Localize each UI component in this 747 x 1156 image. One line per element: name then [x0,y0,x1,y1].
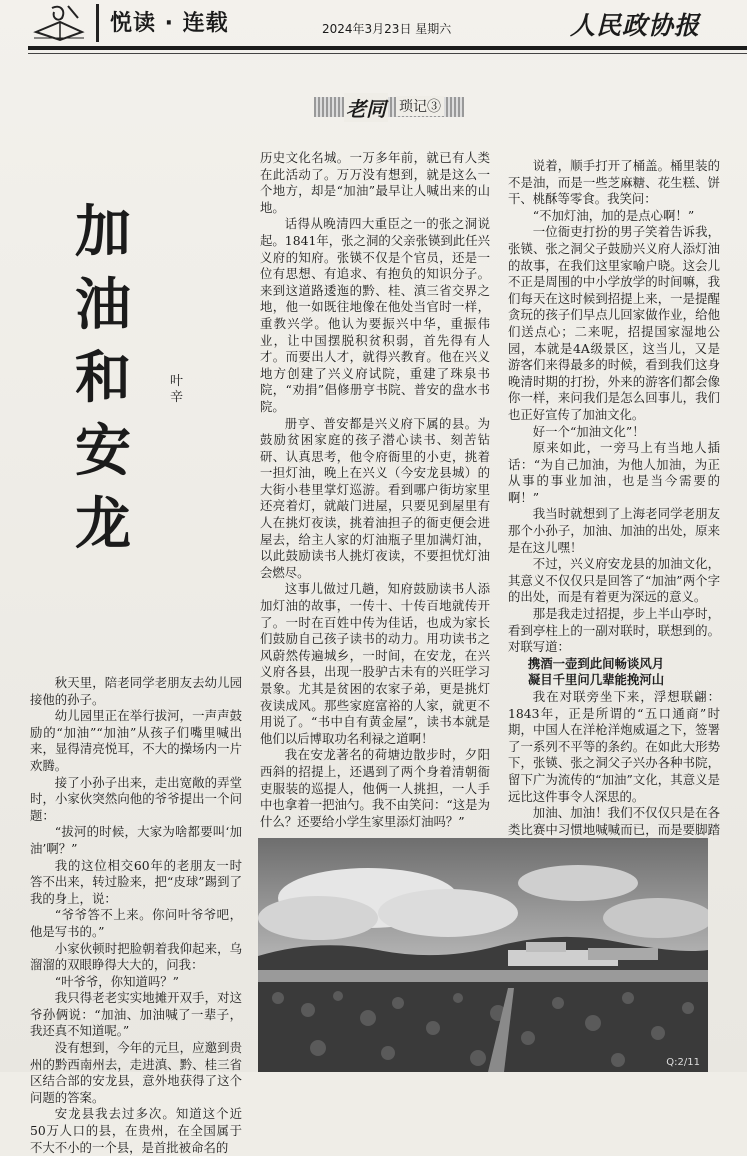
column-sub: 琐记③ [396,96,444,116]
right-column: 说着，顺手打开了桶盖。桶里装的不是油，而是一些芝麻糖、花生糕、饼干、桃酥等零食。我笑问： “不加灯油，加的是点心啊！” 一位衙吏打扮的男子笑着告诉我，张锳、张之洞父子鼓励兴义府人添灯油的故事，在我们这里家喻户晓。这会儿不正是周围的中小学放学的时间嘛，我们每天在这时候到招提上来，一是提醒贪玩的孩子们早点儿回家做作业，给他们送点心；二来呢，招提国家湿地公园，本就是4A级景区，这当儿，又是游客们来得最多的时候，看到我们这身晚清时期的打扮，外来的游客们都会像你一样，来问我们是怎么回事儿，我们也正好宣传了加油文化。 好一个“加油文化”！ 原来如此，一旁马上有当地人插话：“为自己加油，为他人加油，为正从事的事业加油，也是当今需要的啊！” 我当时就想到了上海老同学老朋友那个小孙子，加油、加油的出处，原来是在这儿嘿！ 不过，兴义府安龙县的加油文化，其意义不仅仅只是回答了“加油”两个字的出处，而是有着更为深远的意义。 那是我走过招提，步上半山亭时，看到亭柱上的一副对联时，联想到的。对联写道： 携酒一壶到此间畅谈风月 凝目千里问几辈能挽河山 我在对联旁坐下来，浮想联翩：1843年，正是所谓的“五口通商”时期，中国人在洋枪洋炮威逼之下，签署了一系列不平等的条约。在如此大形势下，张锳、张之洞父子兴办各种书院，留下广为流传的“加油”文化，其意义是远比这件事令人深思的。 加油、加油！我们不仅仅只是在各类比赛中习惯地喊喊而已，而是要脚踏 [508,158,720,837]
reader-logo-icon [30,2,88,42]
issue-date: 2024年3月23日 星期六 [322,22,452,36]
photo-credit: Q:2/11 [666,1057,700,1068]
lotus-pond-photo [258,838,708,1072]
section-title: 悦读 · 连载 [110,11,229,36]
newspaper-name: 人民政协报 [570,11,701,40]
header-divider [96,4,99,42]
column-name: 老同 [344,93,388,122]
article-author: 叶 辛 [170,374,184,405]
article-title: 加 油 和 安 龙 [75,199,131,557]
left-column: 秋天里，陪老同学老朋友去幼儿园接他的孙子。 幼儿园里正在举行拔河，一声声鼓励的“加油”“加油”从孩子们嘴里喊出来，显得清亮悦耳，不大的操场内一片欢腾。 接了小孙子出来，走出宽敞的弄堂时，小家伙突然向他的爷爷提出一个问题： “拔河的时候，大家为啥都要叫‘加油’啊？” 我的这位相交60年的老朋友一时答不出来，转过脸来，把“皮球”踢到了我的身上，说： “爷爷答不上来。你问叶爷爷吧，他是写书的。” 小家伙顿时把脸朝着我仰起来，乌溜溜的双眼睁得大大的，问我： “叶爷爷，你知道吗？” 我只得老老实实地摊开双手，对这爷孙俩说：“加油、加油喊了一辈子，我还真不知道呢。” 没有想到，今年的元旦，应邀到贵州的黔西南州去，走进滇、黔、桂三省区结合部的安龙县，意外地获得了这个问题的答案。 安龙县我去过多次。知道这个近50万人口的县，在贵州，在全国属于不大不小的一个县，是首批被命名的 [30,675,242,1155]
header-rule-thin [28,53,747,54]
middle-column: 历史文化名城。一万多年前，就已有人类在此活动了。万万没有想到，就是这么一个地方，却是“加油”最早让人喊出来的山地。 话得从晚清四大重臣之一的张之洞说起。1841年，张之洞的父亲张锳到此任兴义府的知府。张锳不仅是个官员，还是一位有思想、有追求、有抱负的知识分子。来到这道路逶迤的黔、桂、滇三省交界之地，他一如既往地像在他处当官时一样，重教兴学。他认为要振兴中华，重振伟业，让中国摆脱积贫积弱，首先得有人才。而要出人才，就得兴教育。他在兴义地方创建了兴义府试院，重建了珠泉书院，“劝捐”倡修册亨书院、普安的盘水书院。 册亨、普安都是兴义府下属的县。为鼓励贫困家庭的孩子潜心读书、刻苦钻研、认真思考，他令府衙里的小吏，挑着一担灯油，晚上在兴义（今安龙县城）的大街小巷里掌灯巡游。看到哪户街坊家里还亮着灯，就敲门进屋，只要见到屋里有人在挑灯夜读，挑着油担子的衙吏便会进屋去，给主人家的灯油瓶子里加满灯油，以此鼓励读书人挑灯夜读，不要担忧灯油会燃尽。 这事儿做过几趟，知府鼓励读书人添加灯油的故事，一传十、十传百地就传开了。一时在百姓中传为佳话，也成为家长们鼓励自己孩子读书的动力。用功读书之风蔚然传遍城乡，一时间，在安龙，在兴义府各县，出现一股驴古未有的兴旺学习景象。尤其是贫困的农家子弟，更是挑灯夜读成风。那些家庭富裕的人家，就更不用说了。“书中自有黄金屋”，读书本就是他们以后博取功名利禄之道啊！ 我在安龙著名的荷塘边散步时，夕阳西斜的招提上，还遇到了两个身着清朝衙吏服装的巡提人，他俩一人挑担，一人手中也拿着一把油勺。我不由笑问：“这是为什么？还要给小学生家里添灯油吗？” [260,150,490,829]
couplet: 携酒一壶到此间畅谈风月 凝目千里问几辈能挽河山 [527,655,665,688]
page-header [0,0,747,48]
header-rule-thick [28,46,747,50]
column-label [314,92,464,122]
